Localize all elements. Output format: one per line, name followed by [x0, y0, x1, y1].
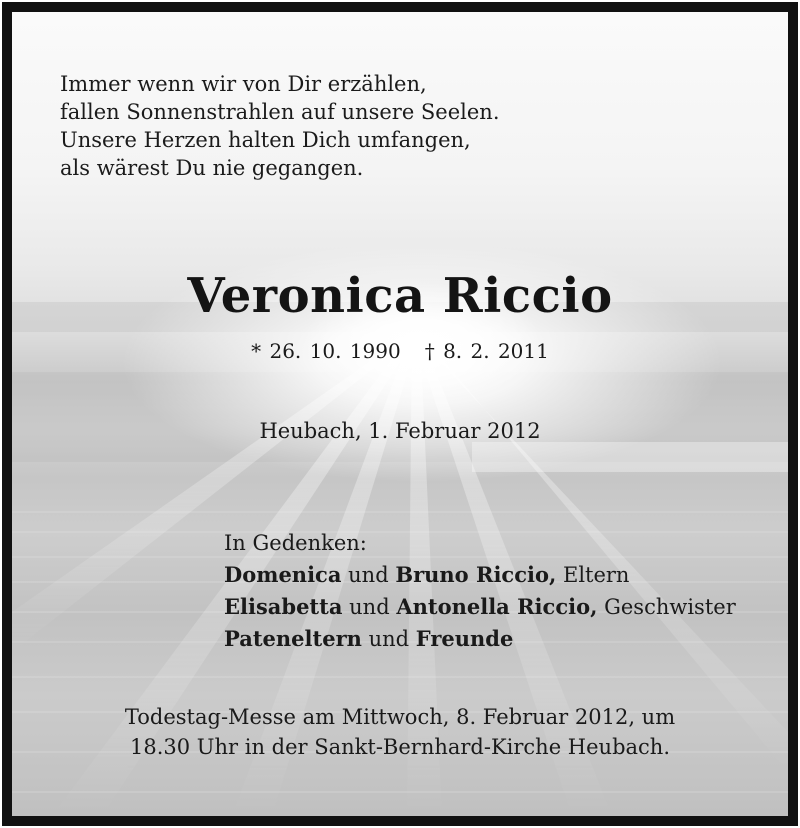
mourners-line [224, 591, 736, 623]
poem-line: Unsere Herzen halten Dich umfangen, [60, 128, 471, 152]
birth-date: * 26. 10. 1990 [251, 339, 401, 363]
obituary-content [12, 12, 788, 816]
memorial-poem [60, 70, 500, 182]
poem-line: Immer wenn wir von Dir erzählen, [60, 72, 427, 96]
conjunction: und [368, 627, 410, 651]
mourner-name: Pateneltern [224, 626, 362, 651]
place-and-date: Heubach, 1. Februar 2012 [259, 419, 541, 443]
mourners-block [224, 528, 736, 655]
mourners-line [224, 559, 736, 591]
poem-line: fallen Sonnenstrahlen auf unsere Seelen. [60, 100, 500, 124]
mourner-name: Antonella Riccio, [396, 594, 598, 619]
death-date: † 8. 2. 2011 [424, 339, 549, 363]
life-dates [12, 339, 788, 363]
mourner-name: Freunde [415, 626, 514, 651]
poem-line: als wärest Du nie gegangen. [60, 156, 364, 180]
deceased-name: Veronica Riccio [187, 268, 613, 324]
mourners-line [224, 623, 736, 655]
mourners-heading: In Gedenken: [224, 531, 367, 555]
mass-line: 18.30 Uhr in der Sankt-Bernhard-Kirche Heubach. [130, 735, 670, 759]
mourner-name: Bruno Riccio, [395, 562, 557, 587]
mourner-name: Domenica [224, 562, 342, 587]
mourner-role: Eltern [562, 563, 630, 587]
conjunction: und [349, 595, 390, 619]
conjunction: und [348, 563, 389, 587]
memorial-mass-notice [12, 702, 788, 762]
obituary-frame [2, 2, 798, 826]
mourner-role: Geschwister [604, 595, 736, 619]
mass-line: Todestag-Messe am Mittwoch, 8. Februar 2012, um [124, 705, 676, 729]
mourner-name: Elisabetta [224, 594, 343, 619]
